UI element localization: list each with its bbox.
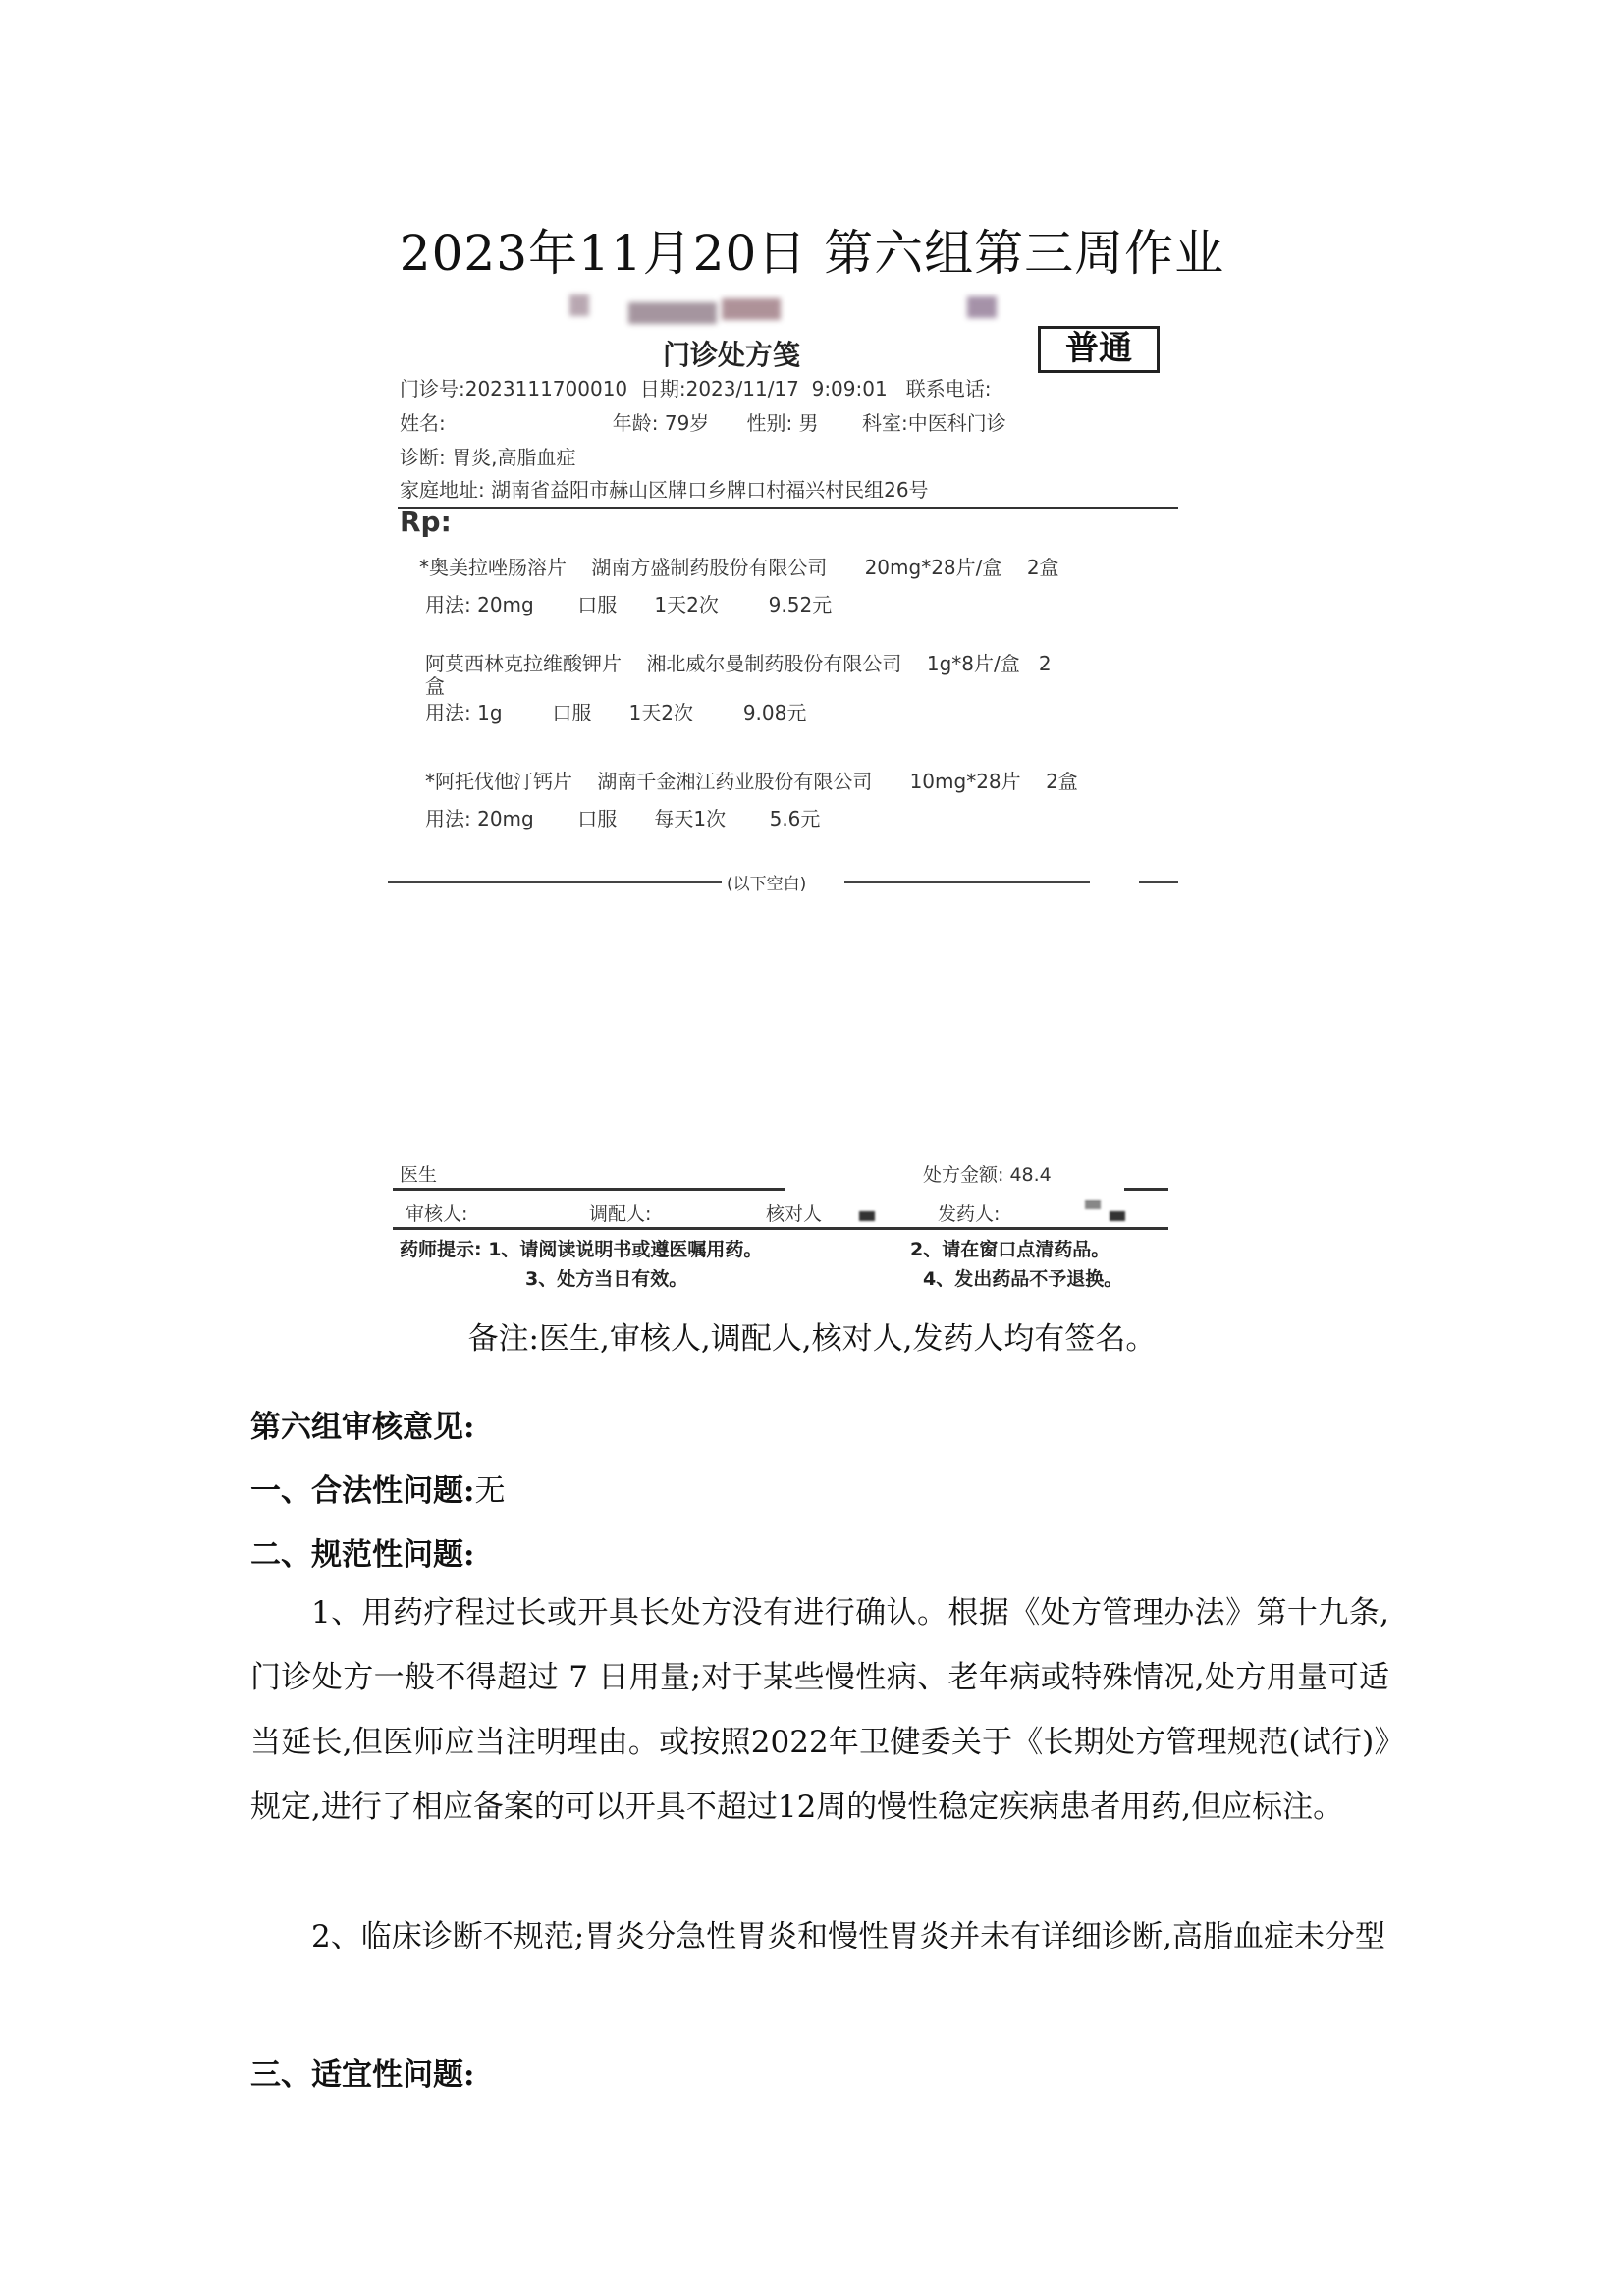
rp-label: Rp: <box>400 506 452 538</box>
suitability-heading: 三、适宜性问题: <box>250 2057 475 2093</box>
prescription-row-address: 家庭地址: 湖南省益阳市赫山区牌口乡牌口村福兴村民组26号 <box>400 478 929 502</box>
name-label: 姓名: <box>400 411 446 435</box>
drug-2-line: 阿莫西林克拉维酸钾片 湘北威尔曼制药股份有限公司 1g*8片/盒 2 <box>425 652 1052 675</box>
issue-paragraph-1: 1、用药疗程过长或开具长处方没有进行确认。根据《处方管理办法》第十九条,门诊处方一般不得超过 7 日用量;对于某些慢性病、老年病或特殊情况,处方用量可适当延长,但医师应当注明理由。或按照2022年卫健委关于《长期处方管理规范(试行)》规定,进行了相应备案的可以开具不超过12周的慢性稳定疾病患者用药,但应标注。 <box>250 1595 1389 1825</box>
tip-3: 3、处方当日有效。 <box>525 1268 688 1290</box>
drug-2-line-wrap: 盒 <box>425 674 445 698</box>
legality-value: 无 <box>474 1473 506 1509</box>
issuer-label: 发药人: <box>938 1203 1001 1225</box>
patient-info: 年龄: 79岁 性别: 男 科室:中医科门诊 <box>612 411 1006 435</box>
prescription-header: 门诊处方笺 <box>663 339 801 371</box>
redacted-signature <box>1085 1200 1101 1209</box>
prescription-row-diagnosis: 诊断: 胃炎,高脂血症 <box>400 446 576 469</box>
redacted-hospital-name <box>628 302 717 324</box>
reviewer-label: 审核人: <box>406 1203 468 1225</box>
redacted-hospital-name <box>569 294 589 316</box>
legality-label: 一、合法性问题: <box>250 1473 475 1509</box>
blank-label: (以下空白) <box>727 875 807 894</box>
legality-heading <box>250 1466 505 1510</box>
redacted-hospital-name <box>967 296 997 318</box>
prescription-row-name <box>400 407 1006 436</box>
drug-2-usage: 用法: 1g 口服 1天2次 9.08元 <box>425 701 807 724</box>
opinion-heading: 第六组审核意见: <box>250 1410 475 1445</box>
drug-3-usage: 用法: 20mg 口服 每天1次 5.6元 <box>425 807 821 830</box>
divider <box>388 881 722 883</box>
redacted-signature <box>1110 1211 1125 1221</box>
page-title: 2023年11月20日 第六组第三周作业 <box>399 225 1225 282</box>
tip-2: 2、请在窗口点清药品。 <box>910 1239 1110 1260</box>
drug-1-line: *奥美拉唑肠溶片 湖南方盛制药股份有限公司 20mg*28片/盒 2盒 <box>419 556 1059 579</box>
drug-1-usage: 用法: 20mg 口服 1天2次 9.52元 <box>425 593 833 616</box>
standard-heading: 二、规范性问题: <box>250 1537 475 1573</box>
dispenser-label: 调配人: <box>589 1203 652 1225</box>
divider <box>844 881 1090 883</box>
drug-3-line: *阿托伐他汀钙片 湖南千金湘江药业股份有限公司 10mg*28片 2盒 <box>425 770 1078 793</box>
prescription-scan <box>388 285 1183 894</box>
checker-label: 核对人 <box>766 1203 823 1225</box>
divider <box>1124 1188 1168 1191</box>
divider <box>393 1188 785 1191</box>
redacted-hospital-name <box>722 298 781 320</box>
prescription-type-stamp: 普通 <box>1038 326 1160 373</box>
signature-note: 备注:医生,审核人,调配人,核对人,发药人均有签名。 <box>467 1321 1157 1357</box>
prescription-footer <box>388 1148 1183 1296</box>
amount-label: 处方金额: 48.4 <box>923 1164 1052 1186</box>
divider <box>398 507 1178 509</box>
prescription-row-id: 门诊号:2023111700010 日期:2023/11/17 9:09:01 联系电话: <box>400 377 992 400</box>
divider <box>393 1227 1168 1230</box>
doctor-label: 医生 <box>400 1164 438 1186</box>
redacted-signature <box>859 1211 875 1221</box>
issue-paragraph-2: 2、临床诊断不规范;胃炎分急性胃炎和慢性胃炎并未有详细诊断,高脂血症未分型 <box>311 1919 1386 1954</box>
tip-1: 药师提示: 1、请阅读说明书或遵医嘱用药。 <box>400 1239 763 1260</box>
divider <box>1139 881 1178 883</box>
tip-4: 4、发出药品不予退换。 <box>923 1268 1123 1290</box>
